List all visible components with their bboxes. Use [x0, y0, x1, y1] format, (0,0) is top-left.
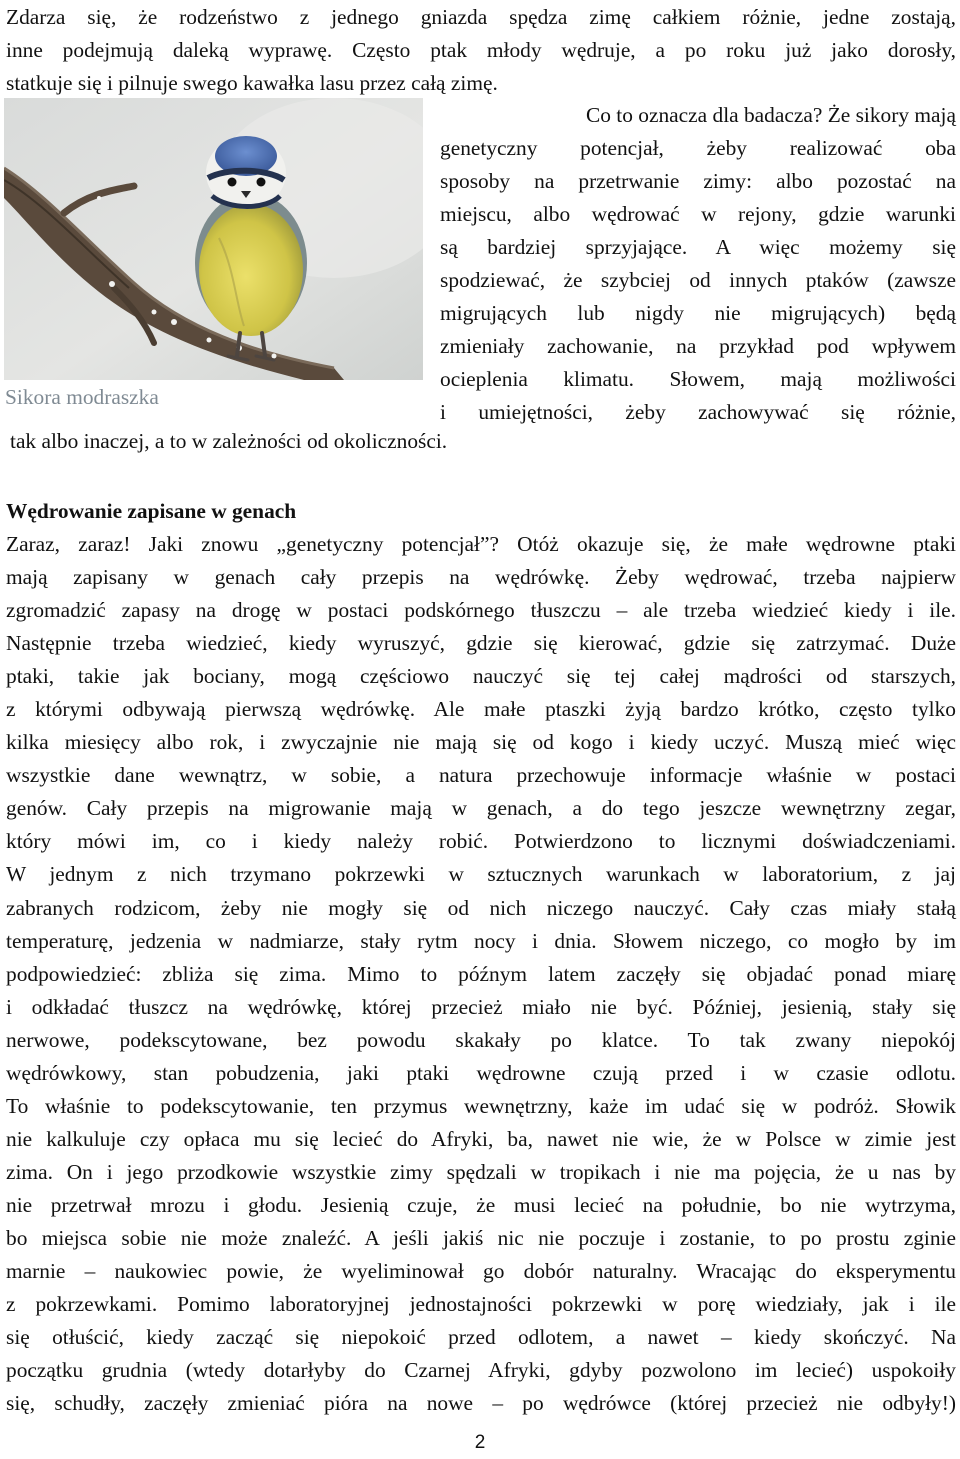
paragraph-line: z pokrzewkami. Pomimo laboratoryjnej jednostajności pokrzewki w porę wiedziały, jak i ile [6, 1292, 956, 1317]
paragraph-line: wędrówkowy, stan pobudzenia, jaki ptaki wędrowne czują przed i w czasie odlotu. [6, 1060, 956, 1085]
paragraph-line: i odkładać tłuszcz na wędrówkę, której przecież miało nie być. Później, jesienią, stały się [6, 994, 956, 1019]
paragraph-line: W jednym z nich trzymano pokrzewki w sztucznych warunkach w laboratorium, z jaj [6, 862, 956, 887]
paragraph-line: spodziewać, że szybciej od innych ptaków (zawsze [440, 268, 956, 292]
paragraph-line: tak albo inaczej, a to w zależności od okoliczności. [10, 429, 448, 453]
paragraph-line: kilka miesięcy albo rok, i zwyczajnie nie mają się od kogo i kiedy uczyć. Muszą mieć więc [6, 730, 956, 755]
paragraph-line: Zaraz, zaraz! Jaki znowu „genetyczny potencjał”? Otóż okazuje się, że małe wędrowne ptaki [6, 532, 956, 556]
paragraph-line: zmieniały zachowanie, na przykład pod wpływem [440, 334, 956, 358]
paragraph-line: mają zapisany w genach cały przepis na wędrówkę. Żeby wędrować, trzeba najpierw [6, 565, 956, 590]
paragraph-line: genów. Cały przepis na migrowanie mają w genach, a do tego jeszcze wewnętrzny zegar, [6, 796, 956, 821]
paragraph-line: zabranych rodzicom, żeby nie mogły się od nich niczego nauczyć. Cały czas miały stałą [6, 895, 956, 920]
paragraph-line: z którymi odbywają pierwszą wędrówkę. Ale małe ptaszki żyją bardzo krótko, często tylko [6, 697, 956, 722]
paragraph-line: marnie – naukowiec powie, że wyeliminował go dobór naturalny. Wracając do eksperymentu [6, 1259, 956, 1284]
paragraph-line: ocieplenia klimatu. Słowem, mają możliwości [440, 367, 956, 391]
paragraph-line: początku grudnia (wtedy dotarłyby do Czarnej Afryki, gdyby pozwolono im lecieć) uspokoiły [6, 1358, 956, 1383]
section-heading: Wędrowanie zapisane w genach [6, 499, 297, 523]
paragraph-line: genetyczny potencjał, żeby realizować oba [440, 136, 956, 160]
paragraph-line: ptaki, takie jak bociany, mogą częściowo nauczyć się tej całej mądrości od starszych, [6, 664, 956, 689]
paragraph-line: wszystkie dane wewnątrz, w sobie, a natura przechowuje informacje właśnie w postaci [6, 763, 956, 788]
paragraph-line: temperaturę, jedzenia w nadmiarze, stały rytm nocy i dnia. Słowem niczego, co mogło by im [6, 928, 956, 953]
blue-tit-photo [4, 98, 423, 380]
intro-line: Zdarza się, że rodzeństwo z jednego gniazda spędza zimę całkiem różnie, jedne zostają, [6, 5, 956, 29]
paragraph-line: miejscu, albo wędrować w rejony, gdzie warunki [440, 202, 956, 226]
figure-caption: Sikora modraszka [5, 385, 159, 409]
paragraph-line: Następnie trzeba wiedzieć, kiedy wyruszyć, gdzie się kierować, gdzie się zatrzymać. Duże [6, 631, 956, 656]
paragraph-line: nie kalkuluje czy opłaca mu się lecieć do Afryki, ba, nawet nie wie, że w Polsce w zimie jest [6, 1126, 956, 1151]
paragraph-line: nerwowe, podekscytowane, bez powodu skakały po klatce. To tak zwany niepokój [6, 1027, 956, 1052]
paragraph-line: zgromadzić zapasy na drogę w postaci podskórnego tłuszczu – ale trzeba wiedzieć kiedy i ile. [6, 598, 956, 623]
intro-line: inne podejmują daleką wyprawę. Często ptak młody wędruje, a po roku już jako dorosły, [6, 38, 956, 62]
body-text [6, 528, 956, 1420]
paragraph-line: sposoby na przetrwanie zimy: albo pozostać na [440, 169, 956, 193]
paragraph-line: migrujących lub nigdy nie migrujących) będą [440, 301, 956, 325]
paragraph-line: podpowiedzieć: zbliża się zima. Mimo to późnym latem zaczęły się objadać ponad miarę [6, 961, 956, 986]
paragraph-line: się, schudły, zaczęły zmieniać pióra na nowe – po wędrówce (której przecież nie odbyły!) [6, 1391, 956, 1416]
page-number: 2 [474, 1432, 486, 1453]
paragraph-line: się otłuścić, kiedy zacząć się niepokoić przed odlotem, a nawet – kiedy skończyć. Na [6, 1325, 956, 1350]
paragraph-line: i umiejętności, żeby zachowywać się różnie, [440, 400, 956, 424]
paragraph-line: zima. On i jego przodkowie wszystkie zimy spędzali w tropikach i nie ma pojęcia, że u nas by [6, 1159, 956, 1184]
paragraph-line: nie przetrwał mrozu i głodu. Jesienią czuje, że musi lecieć na południe, bo nie wytrzyma, [6, 1192, 956, 1217]
paragraph-line: który mówi im, co i kiedy należy robić. Potwierdzono to licznymi doświadczeniami. [6, 829, 956, 854]
paragraph-line: są bardziej sprzyjające. A więc możemy się [440, 235, 956, 259]
right-column [440, 99, 956, 429]
paragraph-line: To właśnie to podekscytowanie, ten przymus wewnętrzny, każe im udać się w podróż. Słowik [6, 1093, 956, 1118]
paragraph-line: bo miejsca sobie nie może znaleźć. A jeśli jakiś nic nie poczuje i zostanie, to po prostu zginie [6, 1225, 956, 1250]
intro-line: statkuje się i pilnuje swego kawałka lasu przez całą zimę. [6, 71, 498, 95]
paragraph-line: Co to oznacza dla badacza? Że sikory mają [586, 103, 956, 127]
